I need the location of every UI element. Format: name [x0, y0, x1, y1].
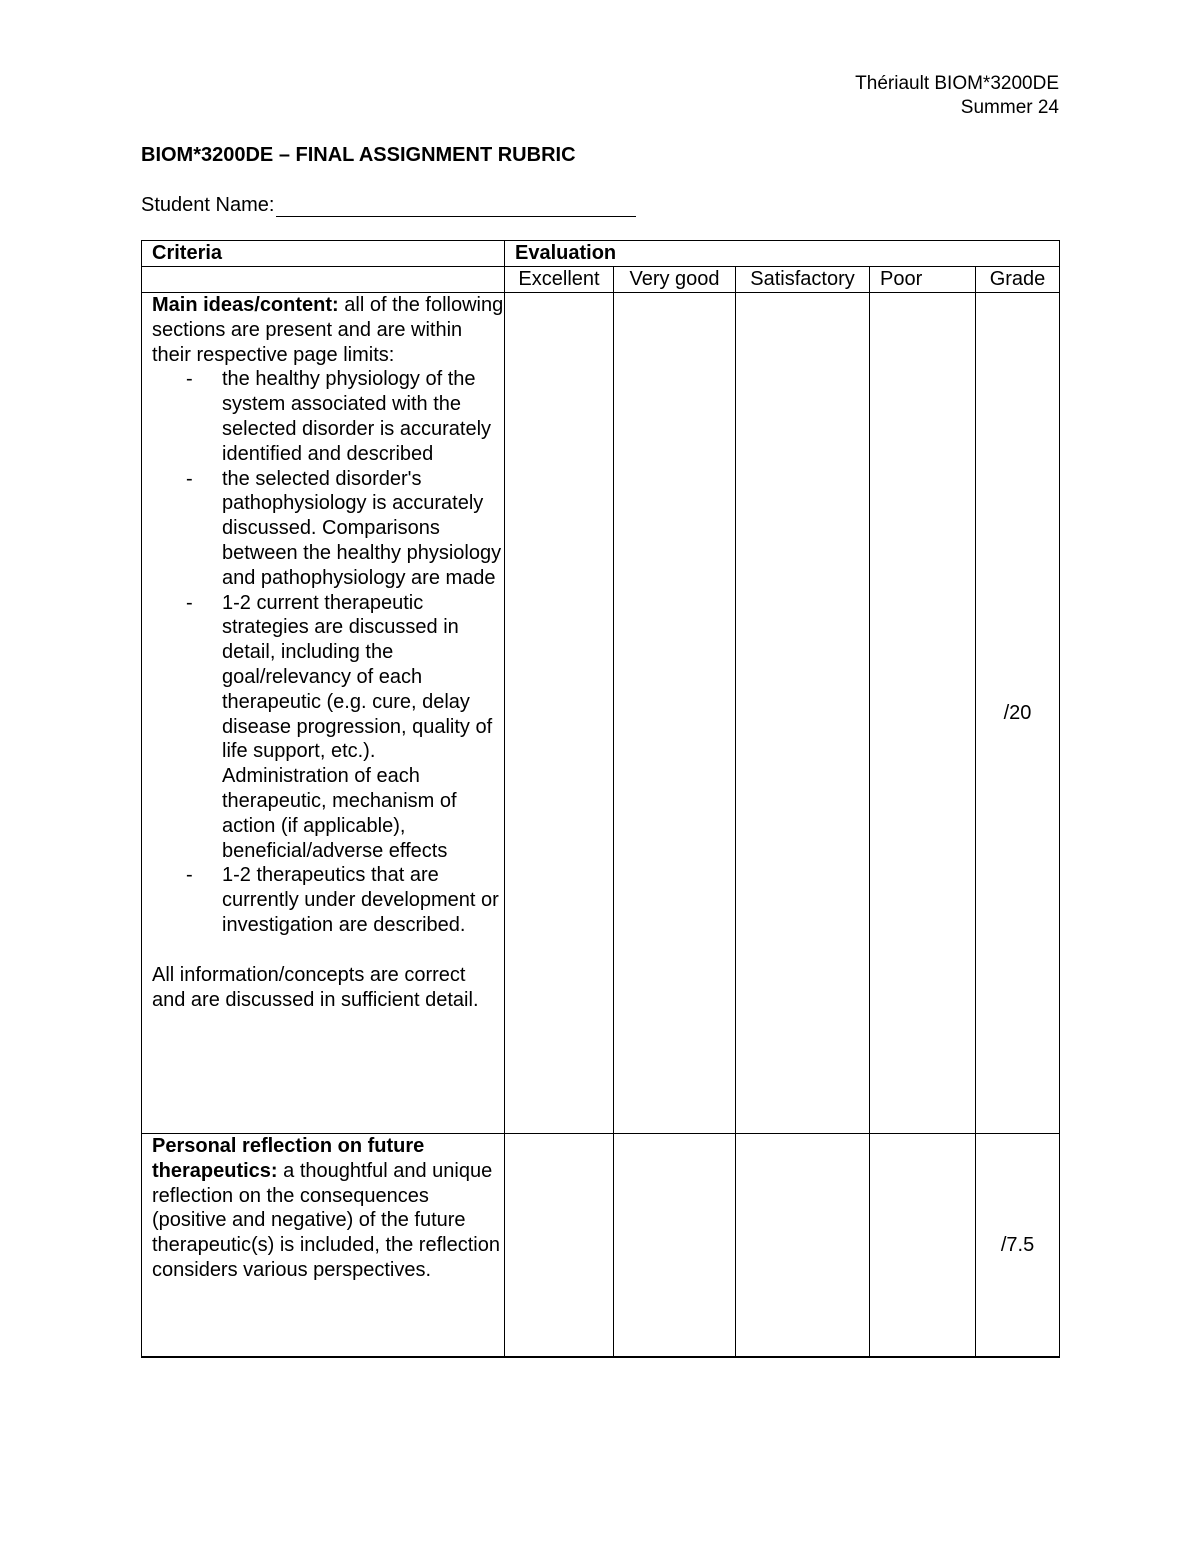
student-name-blank[interactable]	[276, 196, 636, 217]
criteria-description	[152, 1134, 504, 1283]
bullet-marker: -	[186, 591, 193, 614]
table-row	[142, 293, 1060, 1134]
eval-cell-poor[interactable]	[870, 1134, 976, 1358]
criteria-header: Criteria	[142, 241, 505, 267]
subheader-excellent: Excellent	[505, 267, 614, 293]
eval-cell-very-good[interactable]	[614, 293, 736, 1134]
criteria-intro: all of the following sections are present and are within their respective page limits:	[152, 294, 504, 366]
bullet-text: the selected disorder's pathophysiology is accurately discussed. Comparisons between the healthy physiology and pathophysiology are made	[222, 467, 502, 589]
student-name-line	[141, 193, 636, 217]
student-name-label: Student Name:	[141, 194, 275, 216]
rubric-table	[141, 240, 1060, 1358]
table-subheader-row	[142, 267, 1060, 293]
criteria-bullet-list	[152, 367, 504, 937]
list-item	[152, 863, 504, 937]
bullet-text: 1-2 therapeutics that are currently under development or investigation are described.	[222, 864, 499, 936]
list-item	[152, 591, 504, 864]
subheader-very-good: Very good	[614, 267, 736, 293]
grade-cell[interactable]: /7.5	[976, 1134, 1060, 1358]
subheader-poor: Poor	[870, 267, 976, 293]
criteria-lead: Main ideas/content:	[152, 294, 339, 316]
evaluation-header: Evaluation	[505, 241, 1060, 267]
bullet-text: the healthy physiology of the system associated with the selected disorder is accurately identified and described	[222, 368, 492, 465]
eval-cell-satisfactory[interactable]	[736, 1134, 870, 1358]
page-title: BIOM*3200DE – FINAL ASSIGNMENT RUBRIC	[141, 144, 576, 166]
bullet-marker: -	[186, 864, 193, 887]
subheader-satisfactory: Satisfactory	[736, 267, 870, 293]
criteria-description	[152, 293, 504, 367]
list-item	[152, 367, 504, 466]
bullet-marker: -	[186, 368, 193, 391]
list-item	[152, 467, 504, 591]
criteria-cell-reflection	[142, 1134, 505, 1358]
header-term: Summer 24	[960, 97, 1059, 118]
table-row	[142, 1134, 1060, 1358]
table-header-row	[142, 241, 1060, 267]
criteria-lead: Personal reflection on future therapeutics:	[152, 1135, 425, 1182]
eval-cell-excellent[interactable]	[505, 293, 614, 1134]
grade-cell[interactable]: /20	[976, 293, 1060, 1134]
criteria-intro: a thoughtful and unique reflection on the consequences (positive and negative) of the future therapeutic(s) is included, the reflection considers various perspectives.	[152, 1159, 500, 1281]
eval-cell-excellent[interactable]	[505, 1134, 614, 1358]
eval-cell-poor[interactable]	[870, 293, 976, 1134]
criteria-subheader-empty	[142, 267, 505, 293]
header-author-course: Thériault BIOM*3200DE	[855, 73, 1059, 94]
criteria-cell-main-ideas	[142, 293, 505, 1134]
bullet-text: 1-2 current therapeutic strategies are discussed in detail, including the goal/relevancy of each therapeutic (e.g. cure, delay disease progression, quality of life support, etc.). Administration of each therapeutic, mechanism of action (if applicable), beneficial/adverse effects	[222, 591, 493, 862]
document-header	[855, 72, 1059, 120]
eval-cell-satisfactory[interactable]	[736, 293, 870, 1134]
eval-cell-very-good[interactable]	[614, 1134, 736, 1358]
criteria-closing: All information/concepts are correct and are discussed in sufficient detail.	[152, 963, 479, 1011]
bullet-marker: -	[186, 467, 193, 490]
subheader-grade: Grade	[976, 267, 1060, 293]
